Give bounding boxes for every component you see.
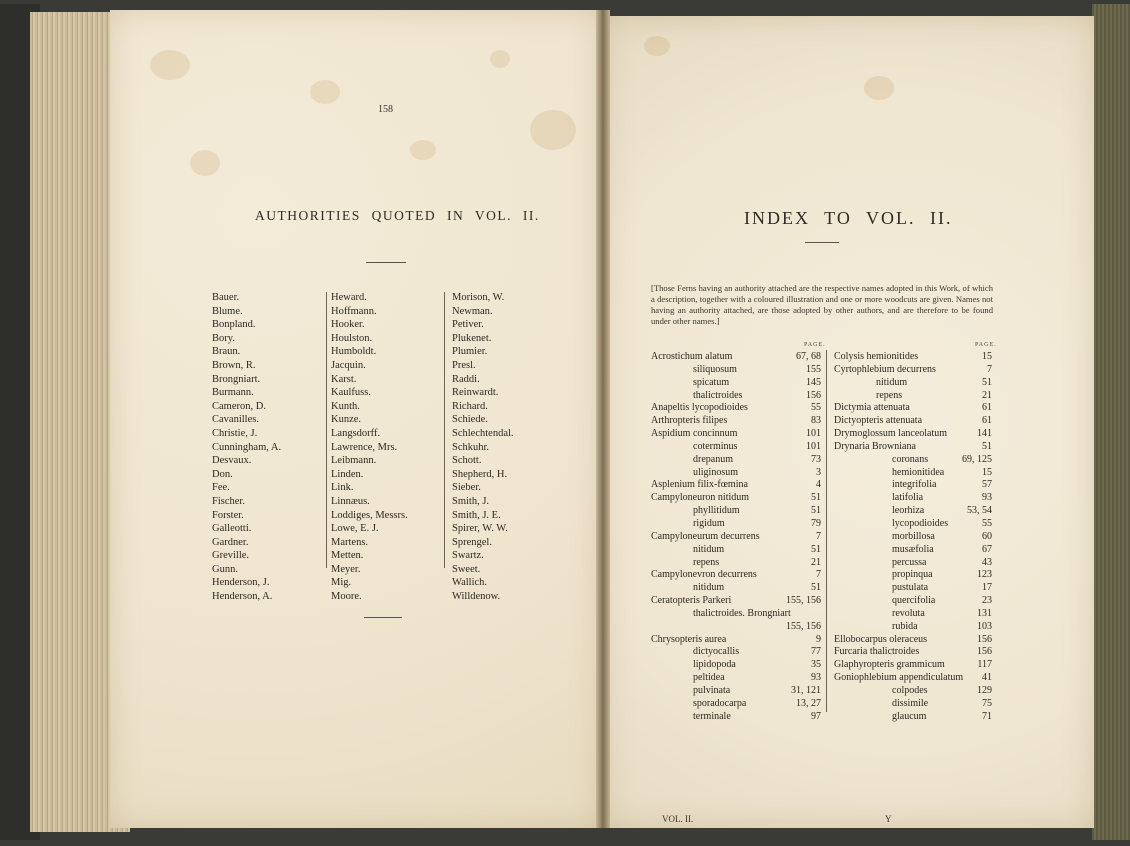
authority-name: Fischer. [212, 495, 245, 507]
index-entry-name: Dictymia attenuata [834, 402, 910, 414]
authorities-title: AUTHORITIES QUOTED IN VOL. II. [255, 208, 540, 223]
authority-name: Lowe, E. J. [331, 523, 379, 535]
index-entry-page: 129 [977, 684, 992, 696]
authority-name: Willdenow. [452, 591, 501, 603]
index-entry-page: 9 [816, 633, 821, 645]
authority-name: Hooker. [331, 319, 365, 331]
index-entry-name: Ellobocarpus oleraceus [834, 633, 928, 645]
authority-name: Raddi. [452, 373, 480, 385]
index-entry-name: morbillosa [892, 530, 935, 542]
index-entry [651, 698, 821, 711]
authority-name: Karst. [331, 373, 357, 385]
index-entry-page: 51 [811, 582, 821, 594]
index-entry-name: Ceratopteris Parkeri [651, 595, 732, 607]
authority-name: Forster. [212, 509, 244, 521]
index-entry-name: latifolia [892, 492, 924, 504]
index-entry-page: 67, 68 [796, 351, 821, 362]
authority-name: Humboldt. [331, 346, 377, 358]
index-entry-name: uliginosum [693, 466, 739, 478]
index-entry [834, 505, 992, 518]
index-entry [834, 634, 992, 647]
index-entry-page: 79 [811, 517, 821, 529]
authority-name: Richard. [452, 400, 488, 412]
index-entry-name: Acrostichum alatum [651, 351, 733, 362]
index-entry-name: pustulata [892, 582, 929, 594]
index-entry [651, 492, 821, 505]
authority-name: Linnæus. [331, 495, 370, 507]
index-entry [834, 685, 992, 698]
index-entry-name: Colysis hemionitides [834, 351, 919, 362]
index-entry-name: Dictyopteris attenuata [834, 415, 923, 427]
index-entry [834, 364, 992, 377]
authority-name: Martens. [331, 536, 369, 548]
authority-name: Desvaux. [212, 455, 252, 467]
index-entry [834, 569, 992, 582]
index-entry-name: repens [693, 556, 720, 568]
index-entry [834, 659, 992, 672]
authority-name: Brongniart. [212, 373, 261, 385]
index-entry-page: 71 [982, 710, 992, 722]
index-entry [834, 441, 992, 454]
title-rule [805, 242, 839, 243]
index-entry-page: 93 [982, 492, 992, 504]
index-entry-name: siliquosum [693, 363, 737, 375]
index-entry-name: Drymoglossum lanceolatum [834, 428, 948, 440]
index-entry-name: propinqua [892, 569, 933, 581]
authority-name: Mig. [331, 577, 352, 589]
index-entry-name: revoluta [892, 607, 925, 619]
footer-signature: Y [885, 814, 892, 824]
index-entry [651, 505, 821, 518]
index-entry [651, 390, 821, 403]
index-entry [651, 621, 821, 634]
authority-name: Schlechtendal. [452, 427, 514, 439]
index-entry-page: 77 [811, 646, 821, 658]
index-entry-page: 73 [811, 453, 821, 465]
end-rule [364, 617, 402, 618]
index-entry-page: 7 [816, 569, 821, 581]
index-title: INDEX TO VOL. II. [744, 208, 953, 228]
authority-name: Spirer, W. W. [452, 523, 508, 535]
index-entry-name: thalictroides. Brongniart [693, 607, 791, 619]
index-entry [651, 608, 821, 621]
index-entry [651, 672, 821, 685]
index-entry-name: Asplenium filix-fœmina [651, 479, 748, 491]
authority-name: Reinwardt. [452, 387, 499, 399]
index-entry [834, 454, 992, 467]
index-entry [651, 454, 821, 467]
authority-name: Lawrence, Mrs. [331, 441, 398, 453]
column-divider [326, 292, 327, 568]
index-entry [834, 621, 992, 634]
index-entry-name: Arthropteris filipes [651, 415, 728, 427]
index-entry [834, 557, 992, 570]
authority-name: Loddiges, Messrs. [331, 509, 408, 521]
authority-name: Bonpland. [212, 319, 256, 331]
index-entry-name: repens [876, 389, 903, 401]
authority-name: Bory. [212, 332, 235, 344]
authority-name: Moore. [331, 591, 362, 603]
index-entry-name: nitidum [693, 543, 725, 555]
index-entry-page: 131 [977, 607, 992, 619]
authority-name: Hoffmann. [331, 305, 377, 317]
authority-name: Schott. [452, 455, 482, 467]
index-entry-name: thalictroides [693, 389, 743, 401]
authority-name: Henderson, J. [212, 577, 270, 589]
index-entry [651, 659, 821, 672]
index-entry-name: phyllitidum [693, 505, 740, 517]
index-column-left [651, 351, 821, 723]
index-entry-page: 93 [811, 672, 821, 684]
index-entry-page: 103 [977, 620, 992, 632]
authority-name: Wallich. [452, 577, 488, 589]
index-entry-name: Campyloneurum decurrens [651, 530, 760, 542]
index-entry-page: 41 [982, 672, 992, 684]
index-entry-page: 7 [987, 363, 992, 375]
index-entry [834, 518, 992, 531]
index-entry-name: Glaphyropteris grammicum [834, 659, 945, 671]
authority-name: Kunze. [331, 414, 362, 426]
authority-name: Plukenet. [452, 332, 492, 344]
index-entry-page: 61 [982, 415, 992, 427]
index-entry-name: lycopodioides [892, 517, 949, 529]
authority-name: Kaulfuss. [331, 387, 371, 399]
index-entry-page: 55 [982, 517, 992, 529]
index-entry [651, 569, 821, 582]
authority-name: Henderson, A. [212, 591, 273, 603]
index-entry-page: 51 [811, 505, 821, 517]
index-entry-page: 145 [806, 376, 821, 388]
index-entry-page: 21 [811, 556, 821, 568]
index-entry-page: 17 [982, 582, 992, 594]
index-entry [651, 531, 821, 544]
index-entry-name: Drynaria Browniana [834, 440, 916, 452]
authority-name: Heward. [331, 292, 367, 303]
index-entry [651, 685, 821, 698]
index-entry-name: Furcaria thalictroides [834, 646, 920, 658]
index-entry [651, 479, 821, 492]
index-entry-name: percussa [892, 556, 927, 568]
authority-name: Cunningham, A. [212, 441, 282, 453]
index-entry-name: terminale [693, 710, 731, 722]
index-entry [651, 377, 821, 390]
index-entry-page: 51 [811, 543, 821, 555]
index-entry-page: 69, 125 [962, 453, 992, 465]
authority-name: Greville. [212, 550, 250, 562]
authority-name: Presl. [452, 359, 476, 371]
index-entry [651, 467, 821, 480]
index-entry [834, 428, 992, 441]
index-note: [Those Ferns having an authority attached are the respective names adopted in this Work, of which a description, together with a coloured illustration and one or more woodcuts are given. Names not having an authority attached, are those adopted by other authors, and are therefore to be found under other names.] [651, 283, 993, 326]
authority-name: Bauer. [212, 292, 240, 303]
index-entry-page: 43 [982, 556, 992, 568]
authority-name: Houlston. [331, 332, 373, 344]
index-entry-page: 60 [982, 530, 992, 542]
index-entry [834, 479, 992, 492]
authority-name: Swartz. [452, 550, 484, 562]
index-entry-name: Campyloneuron nitidum [651, 492, 750, 504]
authority-name: Metten. [331, 550, 364, 562]
index-entry [834, 415, 992, 428]
authority-name: Jacquin. [331, 359, 366, 371]
authorities-column-3 [452, 291, 514, 604]
index-entry-page: 75 [982, 697, 992, 709]
index-entry [651, 711, 821, 724]
index-entry-name: drepanum [693, 453, 733, 465]
authority-name: Christie, J. [212, 427, 258, 439]
authority-name: Gunn. [212, 563, 238, 575]
index-entry-page: 13, 27 [796, 697, 821, 709]
authority-name: Plumier. [452, 346, 488, 358]
index-entry-page: 23 [982, 595, 992, 607]
index-entry-page: 117 [977, 659, 992, 671]
authorities-column-2 [331, 291, 408, 604]
index-entry-page: 31, 121 [791, 684, 821, 696]
index-entry-name: glaucum [892, 710, 927, 722]
index-entry-page: 51 [982, 376, 992, 388]
index-entry-page: 83 [811, 415, 821, 427]
authority-name: Meyer. [331, 563, 361, 575]
index-entry-name: hemionitidea [892, 466, 945, 478]
title-rule [366, 262, 406, 263]
index-entry [651, 351, 821, 364]
index-entry-page: 156 [977, 646, 992, 658]
index-entry [651, 595, 821, 608]
index-entry-name: Cyrtophlebium decurrens [834, 363, 936, 375]
authority-name: Petiver. [452, 319, 484, 331]
index-entry-page: 3 [816, 466, 821, 478]
index-entry-page: 101 [806, 440, 821, 452]
index-entry [651, 557, 821, 570]
index-entry-name: nitidum [876, 376, 908, 388]
authority-name: Linden. [331, 468, 364, 480]
index-entry [651, 544, 821, 557]
index-entry [834, 351, 992, 364]
index-entry-page: 61 [982, 402, 992, 414]
index-entry-page: 155, 156 [786, 595, 821, 607]
index-entry [834, 672, 992, 685]
index-entry-name: leorhiza [892, 505, 925, 517]
index-entry-name: Anapeltis lycopodioides [651, 402, 748, 414]
authority-name: Shepherd, H. [452, 468, 508, 480]
index-entry [651, 402, 821, 415]
index-entry-page: 101 [806, 428, 821, 440]
column-divider [826, 350, 827, 712]
authority-name: Cavanilles. [212, 414, 259, 426]
book-gutter [596, 10, 610, 828]
index-entry-name: colpodes [892, 684, 928, 696]
index-entry-page: 35 [811, 659, 821, 671]
index-entry-name: quercifolia [892, 595, 936, 607]
authority-name: Don. [212, 468, 233, 480]
index-entry-name: Campylonevron decurrens [651, 569, 757, 581]
index-entry-name: coronans [892, 453, 929, 465]
index-entry-page: 123 [977, 569, 992, 581]
index-entry-name: spicatum [693, 376, 730, 388]
index-entry-page: 57 [982, 479, 992, 491]
index-entry [834, 711, 992, 724]
footer-volume: VOL. II. [662, 814, 694, 824]
index-entry-page: 97 [811, 710, 821, 722]
index-entry [651, 518, 821, 531]
index-entry [834, 582, 992, 595]
index-entry-name: dissimile [892, 697, 929, 709]
authority-name: Morison, W. [452, 292, 505, 303]
index-entry-name: rubida [892, 620, 918, 632]
index-entry [834, 467, 992, 480]
index-entry-name: Chrysopteris aurea [651, 633, 727, 645]
index-entry-name: integrifolia [892, 479, 937, 491]
index-entry [834, 492, 992, 505]
authorities-column-1 [212, 291, 281, 604]
authority-name: Smith, J. [452, 495, 490, 507]
index-entry-page: 55 [811, 402, 821, 414]
index-entry-name: coterminus [693, 440, 738, 452]
index-entry-name: peltidea [693, 672, 725, 684]
index-entry-name: nitidum [693, 582, 725, 594]
authority-name: Kunth. [331, 400, 360, 412]
index-entry [651, 646, 821, 659]
index-entry-page: 15 [982, 466, 992, 478]
index-entry [834, 531, 992, 544]
authority-name: Sprengel. [452, 536, 492, 548]
index-entry-name: sporadocarpa [693, 697, 747, 709]
authority-name: Galleotti. [212, 523, 252, 535]
index-entry [834, 390, 992, 403]
index-entry [651, 634, 821, 647]
index-entry [834, 608, 992, 621]
index-entry-page: 156 [806, 389, 821, 401]
authority-name: Langsdorff. [331, 427, 381, 439]
index-entry [834, 402, 992, 415]
index-entry-page: 15 [982, 351, 992, 362]
authority-name: Burmann. [212, 387, 254, 399]
authority-name: Link. [331, 482, 354, 494]
index-entry-page: 155, 156 [786, 620, 821, 632]
index-entry [834, 377, 992, 390]
index-entry [651, 364, 821, 377]
index-entry-page: 156 [977, 633, 992, 645]
authority-name: Fee. [212, 482, 230, 494]
index-entry-page: 141 [977, 428, 992, 440]
page-number: 158 [378, 104, 393, 115]
index-entry-page: 67 [982, 543, 992, 555]
index-entry-name: Goniophlebium appendiculatum [834, 672, 964, 684]
index-entry-page: 21 [982, 389, 992, 401]
page-column-heading: PAGE. [804, 342, 826, 348]
index-entry-page: 51 [982, 440, 992, 452]
authority-name: Blume. [212, 305, 243, 317]
column-divider [444, 292, 445, 568]
authority-name: Brown, R. [212, 359, 256, 371]
authority-name: Newman. [452, 305, 493, 317]
authority-name: Leibmann. [331, 455, 377, 467]
index-entry-name: rigidum [693, 517, 725, 529]
index-column-right [834, 351, 992, 723]
index-entry [651, 582, 821, 595]
index-entry-page: 53, 54 [967, 505, 992, 517]
index-entry [651, 415, 821, 428]
authority-name: Sweet. [452, 563, 481, 575]
authority-name: Braun. [212, 346, 241, 358]
index-entry [834, 544, 992, 557]
index-entry [834, 646, 992, 659]
index-entry-page: 7 [816, 530, 821, 542]
authority-name: Sieber. [452, 482, 481, 494]
authority-name: Gardner. [212, 536, 249, 548]
index-entry-name: Aspidium concinnum [651, 428, 738, 440]
authority-name: Schkuhr. [452, 441, 490, 453]
authority-name: Smith, J. E. [452, 509, 501, 521]
index-entry-name: dictyocallis [693, 646, 740, 658]
index-entry-name: lipidopoda [693, 659, 736, 671]
index-entry-name: musæfolia [892, 543, 934, 555]
page-column-heading: PAGE. [975, 342, 997, 348]
authority-name: Schiede. [452, 414, 488, 426]
book-cover-right [1092, 4, 1130, 840]
index-entry-name: pulvinata [693, 684, 731, 696]
authority-name: Cameron, D. [212, 400, 266, 412]
index-entry [834, 595, 992, 608]
index-entry-page: 51 [811, 492, 821, 504]
index-entry-page: 155 [806, 363, 821, 375]
index-entry [651, 428, 821, 441]
index-entry [834, 698, 992, 711]
index-entry-page: 4 [816, 479, 821, 491]
index-entry [651, 441, 821, 454]
